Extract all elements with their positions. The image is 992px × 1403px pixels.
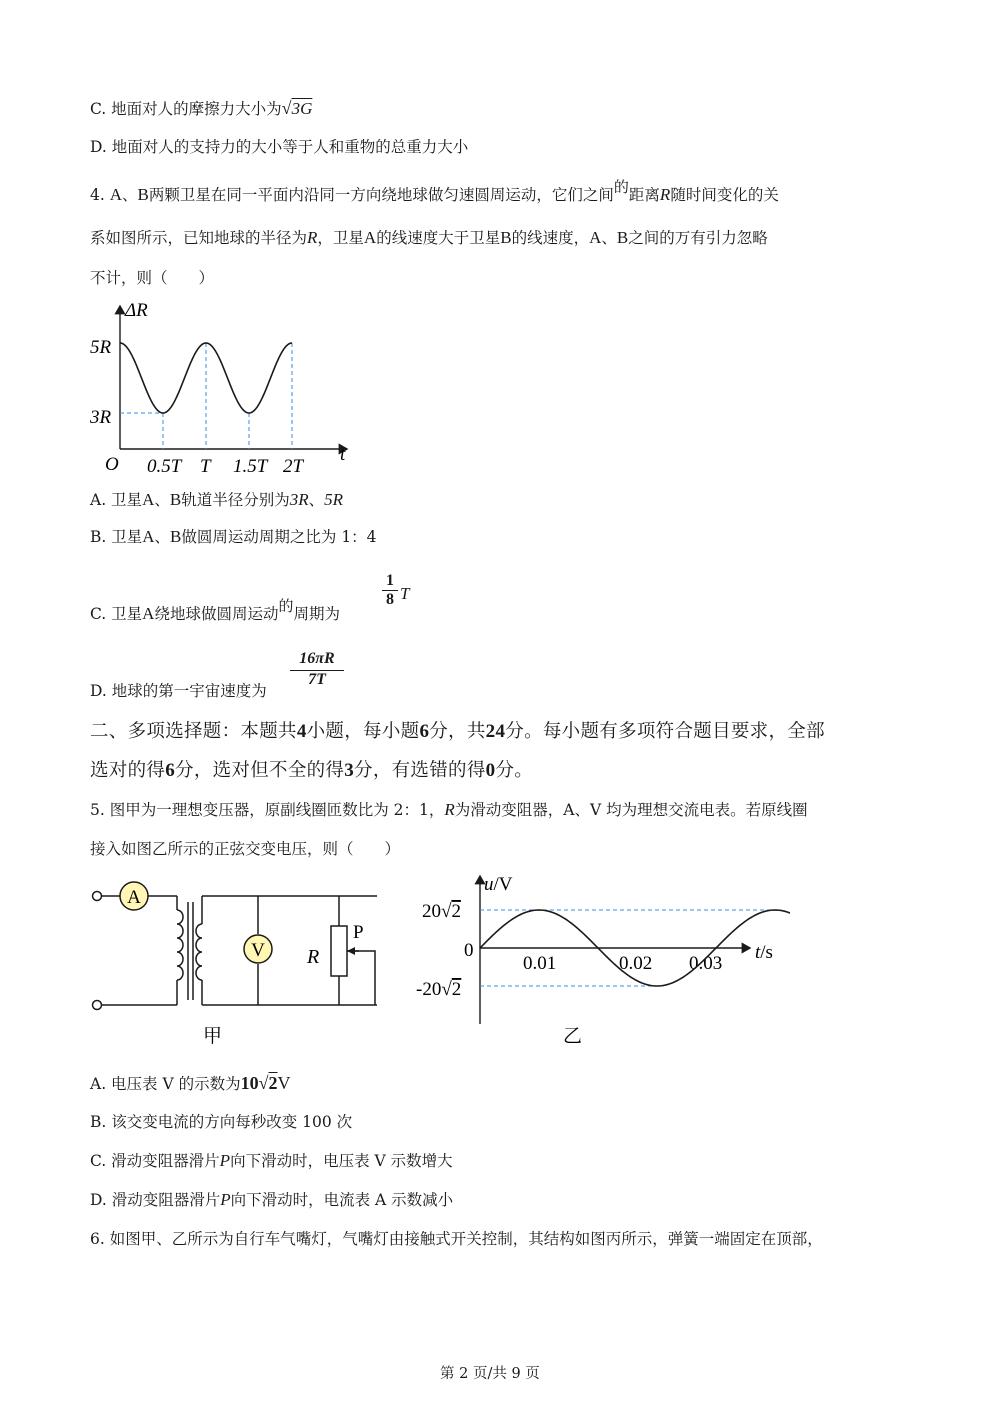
secondary-coil [196, 924, 202, 980]
q5-option-a[interactable]: A. 电压表 V 的示数为10√2V [90, 1073, 291, 1093]
q3-option-d: D. 地面对人的支持力的大小等于人和重物的总重力大小 [90, 138, 469, 156]
q4-stem-line1: 4. A、B两颗卫星在同一平面内沿同一方向绕地球做匀速圆周运动，它们之间的距离R随时间变化的关 [90, 178, 779, 204]
q5-voltage-graph [410, 866, 790, 1050]
voltmeter-label: V [251, 940, 265, 961]
slider-wire [347, 951, 375, 1005]
fig-jia-label: 甲 [203, 1026, 223, 1047]
ammeter-label: A [127, 887, 141, 908]
q4-x-label: t [340, 444, 346, 465]
q4-x-tick-2: 1.5T [233, 456, 268, 477]
q4-stem-line3: 不计，则（ ） [90, 269, 215, 287]
resistor-label: R [307, 946, 320, 968]
q4-origin-label: O [105, 454, 119, 475]
q5-y-tick-pos: 20√2 [422, 901, 461, 922]
fig-yi-label: 乙 [563, 1026, 583, 1047]
q4-option-d-fraction: 16πR 7T [290, 650, 344, 689]
page-footer: 第 2 页/共 9 页 [440, 1366, 540, 1382]
primary-coil [177, 910, 183, 984]
input-terminal-bottom [93, 1001, 102, 1010]
q4-option-c-fraction: 1 8 [382, 572, 398, 609]
q5-y-tick-zero: 0 [464, 940, 474, 961]
q5-x-tick-2: 0.03 [689, 953, 723, 974]
q4-stem-line2: 系如图所示，已知地球的半径为R，卫星A的线速度大于卫星B的线速度，A、B之间的万有引力忽略 [90, 228, 768, 247]
q4-y-tick-5r: 5R [90, 337, 112, 358]
q4-option-c-t: T [400, 584, 410, 603]
q5-option-c[interactable]: C. 滑动变阻器滑片P向下滑动时，电压表 V 示数增大 [90, 1151, 453, 1170]
q5-stem-line1: 5. 图甲为一理想变压器，原副线圈匝数比为 2：1，R为滑动变阻器，A、V 均为理想交流电表。若原线圈 [90, 800, 808, 819]
variable-resistor [331, 926, 347, 976]
section2-heading-line1: 二、多项选择题：本题共4小题，每小题6分，共24分。每小题有多项符合题目要求，全部 [90, 721, 825, 742]
q4-option-c[interactable]: C. 卫星A绕地球做圆周运动的周期为 [90, 597, 340, 623]
q4-x-tick-3: 2T [283, 456, 304, 477]
q5-option-b[interactable]: B. 该交变电流的方向每秒改变 100 次 [90, 1113, 353, 1131]
q4-guide-lines [120, 343, 292, 449]
q3-option-c: C. 地面对人的摩擦力大小为√3G [90, 98, 313, 118]
q5-option-d[interactable]: D. 滑动变阻器滑片P向下滑动时，电流表 A 示数减小 [90, 1190, 454, 1209]
q5-y-label: u/V [484, 874, 513, 895]
q6-stem-line1: 6. 如图甲、乙所示为自行车气嘴灯，气嘴灯由接触式开关控制，其结构如图丙所示，弹簧一端固定在顶部， [90, 1230, 823, 1248]
input-terminal-top [93, 892, 102, 901]
q5-y-tick-neg: -20√2 [416, 979, 462, 1000]
q4-option-b[interactable]: B. 卫星A、B做圆周运动周期之比为 1：4 [90, 527, 377, 546]
section2-heading-line2: 选对的得6分，选对但不全的得3分，有选错的得0分。 [90, 760, 534, 781]
q4-x-tick-1: T [200, 456, 211, 477]
q5-stem-line2: 接入如图乙所示的正弦交变电压，则（ ） [90, 840, 401, 858]
q4-option-a[interactable]: A. 卫星A、B轨道半径分别为3R、5R [90, 490, 344, 509]
q5-x-tick-0: 0.01 [523, 953, 557, 974]
q4-y-label: ΔR [125, 300, 148, 321]
q5-x-label: t/s [755, 942, 773, 963]
q4-option-d[interactable]: D. 地球的第一宇宙速度为 [90, 682, 267, 700]
q4-y-tick-3r: 3R [90, 407, 112, 428]
slider-arrowhead [347, 947, 355, 955]
q5-circuit-diagram [85, 872, 395, 1052]
q4-x-tick-0: 0.5T [147, 456, 182, 477]
q5-x-tick-1: 0.02 [619, 953, 653, 974]
q4-delta-r-graph [85, 296, 365, 480]
slider-label: P [353, 922, 364, 943]
